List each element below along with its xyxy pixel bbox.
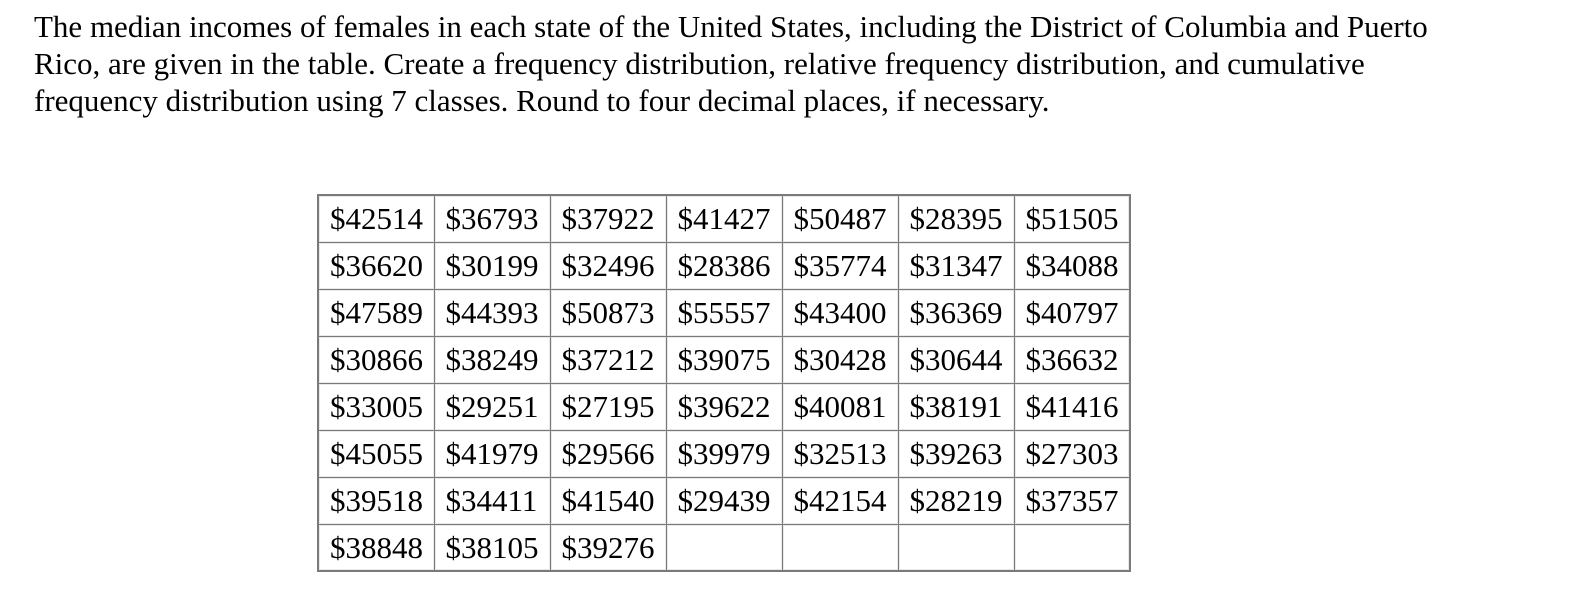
income-cell: $39276 xyxy=(550,524,666,571)
income-cell: $55557 xyxy=(666,289,782,336)
income-cell: $30199 xyxy=(434,242,550,289)
income-cell: $28395 xyxy=(898,195,1014,242)
income-cell: $30866 xyxy=(318,336,434,383)
empty-cell xyxy=(666,524,782,571)
income-table-body xyxy=(318,195,1130,571)
income-cell: $30644 xyxy=(898,336,1014,383)
problem-statement: The median incomes of females in each state of the United States, including the District of Columbia and Puerto Rico, are given in the table. Create a frequency distribution, relative frequency distribution, and cumulative frequency distribution using 7 classes. Round to four decimal places, if necessary. xyxy=(34,9,1428,118)
income-cell: $38191 xyxy=(898,383,1014,430)
income-cell: $38105 xyxy=(434,524,550,571)
income-cell: $36632 xyxy=(1014,336,1130,383)
empty-cell xyxy=(898,524,1014,571)
income-cell: $31347 xyxy=(898,242,1014,289)
income-cell: $29439 xyxy=(666,477,782,524)
income-cell: $41979 xyxy=(434,430,550,477)
income-cell: $50873 xyxy=(550,289,666,336)
income-cell: $38249 xyxy=(434,336,550,383)
income-cell: $36620 xyxy=(318,242,434,289)
empty-cell xyxy=(1014,524,1130,571)
income-cell: $39979 xyxy=(666,430,782,477)
income-cell: $36793 xyxy=(434,195,550,242)
income-cell: $41416 xyxy=(1014,383,1130,430)
income-cell: $38848 xyxy=(318,524,434,571)
income-cell: $39075 xyxy=(666,336,782,383)
income-cell: $41540 xyxy=(550,477,666,524)
income-cell: $35774 xyxy=(782,242,898,289)
income-cell: $34411 xyxy=(434,477,550,524)
income-cell: $41427 xyxy=(666,195,782,242)
income-cell: $36369 xyxy=(898,289,1014,336)
table-row xyxy=(318,383,1130,430)
income-cell: $40797 xyxy=(1014,289,1130,336)
income-cell: $39622 xyxy=(666,383,782,430)
income-cell: $39518 xyxy=(318,477,434,524)
income-cell: $37357 xyxy=(1014,477,1130,524)
income-cell: $44393 xyxy=(434,289,550,336)
income-cell: $27195 xyxy=(550,383,666,430)
table-row xyxy=(318,430,1130,477)
income-cell: $33005 xyxy=(318,383,434,430)
income-cell: $29566 xyxy=(550,430,666,477)
table-row xyxy=(318,195,1130,242)
income-cell: $32496 xyxy=(550,242,666,289)
income-cell: $50487 xyxy=(782,195,898,242)
income-cell: $28219 xyxy=(898,477,1014,524)
income-cell: $51505 xyxy=(1014,195,1130,242)
income-data-table xyxy=(317,194,1131,572)
income-cell: $47589 xyxy=(318,289,434,336)
income-cell: $27303 xyxy=(1014,430,1130,477)
income-cell: $45055 xyxy=(318,430,434,477)
income-cell: $42154 xyxy=(782,477,898,524)
income-cell: $28386 xyxy=(666,242,782,289)
income-cell: $30428 xyxy=(782,336,898,383)
income-cell: $37212 xyxy=(550,336,666,383)
table-row xyxy=(318,524,1130,571)
income-cell: $32513 xyxy=(782,430,898,477)
income-cell: $43400 xyxy=(782,289,898,336)
table-row xyxy=(318,242,1130,289)
income-cell: $37922 xyxy=(550,195,666,242)
empty-cell xyxy=(782,524,898,571)
income-cell: $42514 xyxy=(318,195,434,242)
table-row xyxy=(318,477,1130,524)
income-cell: $39263 xyxy=(898,430,1014,477)
table-row xyxy=(318,289,1130,336)
income-cell: $40081 xyxy=(782,383,898,430)
income-cell: $29251 xyxy=(434,383,550,430)
income-cell: $34088 xyxy=(1014,242,1130,289)
table-row xyxy=(318,336,1130,383)
